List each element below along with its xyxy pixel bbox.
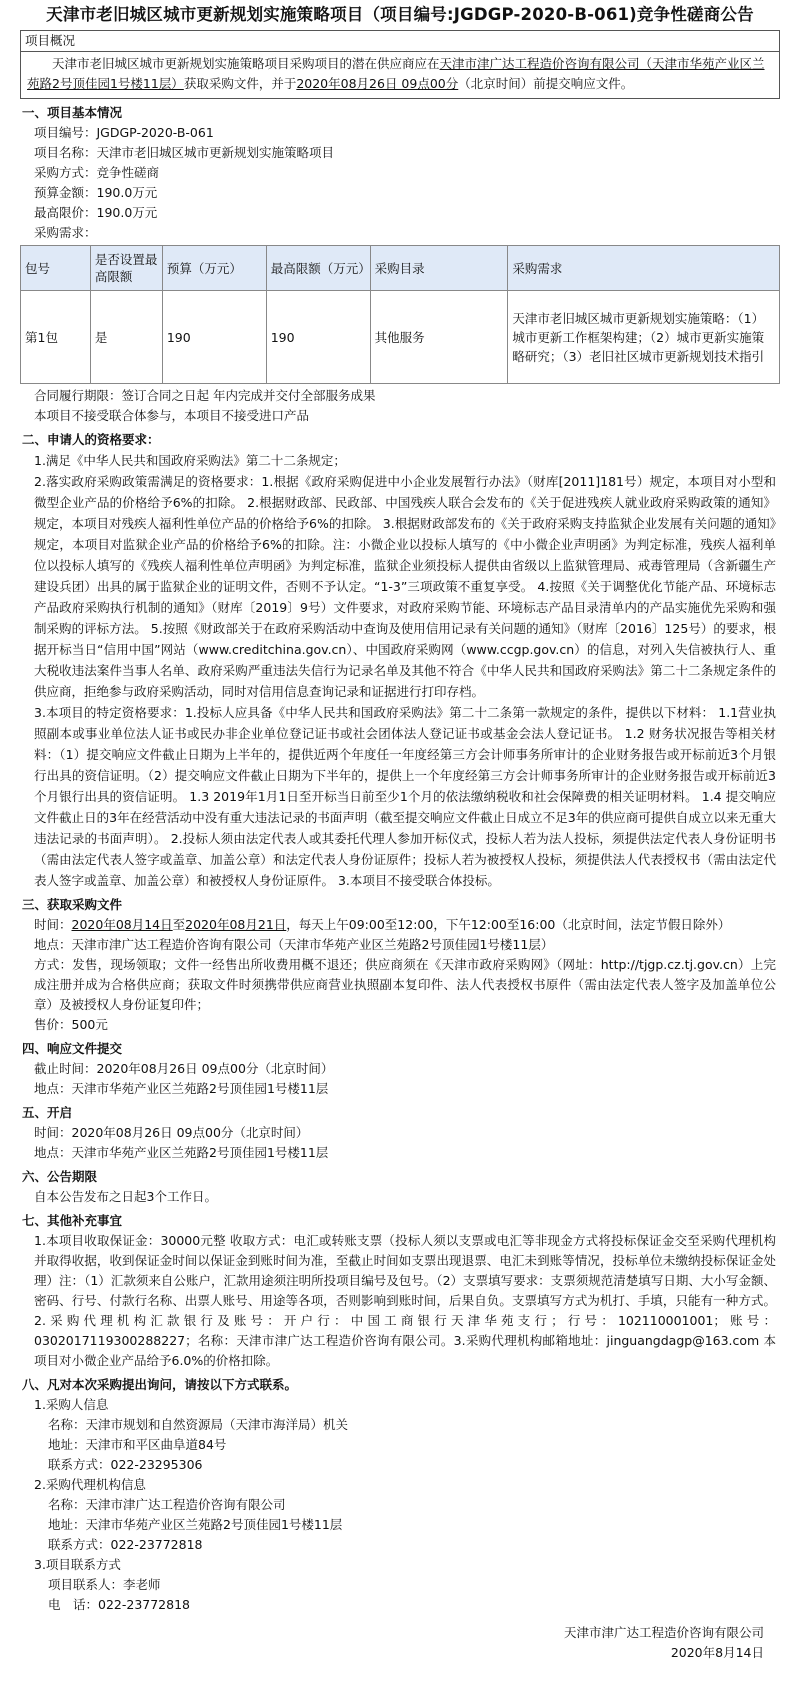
requirements-label: 采购需求： xyxy=(34,225,97,240)
agent-address: 地址：天津市华苑产业区兰苑路2号顶佳园1号楼11层 xyxy=(48,1517,343,1532)
end-date: 2020年08月21日 xyxy=(185,917,287,932)
acquisition-method: 方式：发售，现场领取；文件一经售出所收费用概不退还；供应商须在《天津市政府采购网》（网址：http://tjgp.cz.tj.gov.cn）上完成注册并成为合格供应商；获取文件时须携带供应商营业执照副本复印件、法人代表授权书原件（需由法定代表人签字及加盖单位公章）及被授权人身份证复印件； xyxy=(34,957,776,1012)
project-name-line: 项目名称：天津市老旧城区城市更新规划实施策略项目 xyxy=(34,145,335,160)
cell-has-limit: 是 xyxy=(90,291,162,384)
cell-package: 第1包 xyxy=(21,291,91,384)
cell-max-limit: 190 xyxy=(266,291,370,384)
contract-period-line: 合同履行期限：签订合同之日起 年内完成并交付全部服务成果 xyxy=(34,388,376,403)
opening-place: 地点：天津市华苑产业区兰苑路2号顶佳园1号楼11层 xyxy=(34,1145,329,1160)
section-heading: 一、项目基本情况 xyxy=(22,105,123,120)
consortium-note: 本项目不接受联合体参与，本项目不接受进口产品 xyxy=(34,408,310,423)
acquisition-place: 地点：天津市津广达工程造价咨询有限公司（天津市华苑产业区兰苑路2号顶佳园1号楼11层） xyxy=(34,937,554,952)
qualification-1: 1.满足《中华人民共和国政府采购法》第二十二条规定； xyxy=(34,453,346,468)
section-heading: 二、申请人的资格要求： xyxy=(22,432,160,447)
buyer-info-title: 1.采购人信息 xyxy=(34,1397,109,1412)
contact-info-title: 3.项目联系方式 xyxy=(34,1557,121,1572)
buyer-phone: 联系方式：022-23295306 xyxy=(48,1457,203,1472)
cell-requirement: 天津市老旧城区城市更新规划实施策略：（1）城市更新工作框架构建；（2）城市更新实施策略研究；（3）老旧社区城市更新规划技术指引 xyxy=(508,291,780,384)
table-row xyxy=(21,291,780,384)
section-heading: 五、开启 xyxy=(22,1105,73,1120)
col-header-max-limit: 最高限额（万元） xyxy=(266,246,370,291)
col-header-requirement: 采购需求 xyxy=(508,246,780,291)
section-heading: 四、响应文件提交 xyxy=(22,1041,123,1056)
contact-person: 项目联系人：李老师 xyxy=(48,1577,161,1592)
overview-text-part: 获取采购文件，并于 xyxy=(183,76,297,91)
signature-org: 天津市津广达工程造价咨询有限公司 xyxy=(563,1625,764,1640)
submission-deadline: 截止时间：2020年08月26日 09点00分（北京时间） xyxy=(34,1061,334,1076)
time-to: 至 xyxy=(172,917,186,932)
table-header-row xyxy=(21,246,780,291)
col-header-budget: 预算（万元） xyxy=(162,246,266,291)
agent-phone: 联系方式：022-23772818 xyxy=(48,1537,203,1552)
overview-text-part: 天津市老旧城区城市更新规划实施策略项目采购项目的潜在供应商应在 xyxy=(52,56,440,71)
agent-name: 名称：天津市津广达工程造价咨询有限公司 xyxy=(48,1497,286,1512)
start-date: 2020年08月14日 xyxy=(71,917,173,932)
page-title: 天津市老旧城区城市更新规划实施策略项目（项目编号:JGDGP-2020-B-061)竞争性磋商公告 xyxy=(46,5,754,24)
time-label: 时间： xyxy=(34,917,72,932)
budget-line: 预算金额：190.0万元 xyxy=(34,185,158,200)
supplementary-text: 1.本项目收取保证金：30000元整 收取方式：电汇或转账支票（投标人须以支票或电汇等非现金方式将投标保证金交至采购代理机构并取得收据，收到保证金时间以保证金到账时间为准，至截止时间如支票出现退票、电汇未到账等情况，投标单位未缴纳投标保证金处理）注：（1）汇款须来自公账户，汇款用途须注明所投项目编号及包号。（2）支票填写要求：支票须规范清楚填写日期、大小写金额、密码、行号、付款行名称、出票人账号、用途等各项，否则影响到账时间，后果自负。支票填写方式为机打、手填，只能有一种方式。 2.采购代理机构汇款银行及账号：开户行：中国工商银行天津华苑支行；行号：102110001001；账号：0302017119300288227；名称：天津市津广达工程造价咨询有限公司。3.采购代理机构邮箱地址：jinguangdagp@163.com 本项目对小微企业产品给予6.0%的价格扣除。 xyxy=(34,1233,776,1368)
contact-phone: 电 话：022-23772818 xyxy=(48,1597,190,1612)
submission-place: 地点：天津市华苑产业区兰苑路2号顶佳园1号楼11层 xyxy=(34,1081,329,1096)
overview-agent-address: 天津市津广达工程造价咨询有限公司（天津市华苑产业区兰苑路2号顶佳园1号楼11层） xyxy=(27,56,765,91)
cell-budget: 190 xyxy=(162,291,266,384)
col-header-has-limit: 是否设置最高限额 xyxy=(90,246,162,291)
col-header-catalog: 采购目录 xyxy=(370,246,508,291)
project-overview-box xyxy=(20,30,780,99)
section-heading: 三、获取采购文件 xyxy=(22,897,123,912)
section-heading: 八、凡对本次采购提出询问，请按以下方式联系。 xyxy=(22,1377,298,1392)
overview-deadline: 2020年08月26日 09点00分 xyxy=(296,76,459,91)
qualification-3: 3.本项目的特定资格要求：1.投标人应具备《中华人民共和国政府采购法》第二十二条第一款规定的条件，提供以下材料： 1.1营业执照副本或事业单位法人证书或民办非企业单位登记证书或社会团体法人登记证书或基金会法人登记证书。 1.2 财务状况报告等相关材料：（1）提交响应文件截止日期为上半年的，提供近两个年度任一年度经第三方会计师事务所审计的企业财务报告或开标前近3个月银行出具的资信证明。（2）提交响应文件截止日期为下半年的，提供上一个年度经第三方会计师事务所审计的企业财务报告或开标前近3个月银行出具的资信证明。 1.3 2019年1月1日至开标当日前至少1个月的依法缴纳税收和社会保障费的相关证明材料。 1.4 提交响应文件截止日的3年在经营活动中没有重大违法记录的书面声明（截至提交响应文件截止日成立不足3年的供应商可提供自成立以来无重大违法记录的书面声明）。 2.投标人须由法定代表人或其委托代理人参加开标仪式，投标人若为法人投标，须提供法定代表人身份证明书（需由法定代表人签字或盖章、加盖公章）和法定代表人身份证原件；投标人若为被授权人投标，须提供法人代表授权书（需由法定代表人签字或盖章、加盖公章）和被授权人身份证原件。 3.本项目不接受联合体投标。 xyxy=(34,705,776,888)
procurement-method-line: 采购方式：竞争性磋商 xyxy=(34,165,160,180)
requirements-table xyxy=(20,245,780,384)
buyer-address: 地址：天津市和平区曲阜道84号 xyxy=(48,1437,227,1452)
project-number-line: 项目编号：JGDGP-2020-B-061 xyxy=(34,125,214,140)
overview-label: 项目概况 xyxy=(21,31,779,52)
signature-date: 2020年8月14日 xyxy=(670,1645,764,1660)
agent-info-title: 2.采购代理机构信息 xyxy=(34,1477,146,1492)
overview-text xyxy=(21,52,779,98)
acquisition-time xyxy=(20,915,780,935)
overview-text-part: （北京时间）前提交响应文件。 xyxy=(458,76,634,91)
section-heading: 六、公告期限 xyxy=(22,1169,98,1184)
announcement-page xyxy=(20,0,780,1663)
opening-time: 时间：2020年08月26日 09点00分（北京时间） xyxy=(34,1125,309,1140)
signature-block xyxy=(20,1623,780,1663)
max-price-line: 最高限价：190.0万元 xyxy=(34,205,158,220)
notice-period: 自本公告发布之日起3个工作日。 xyxy=(34,1189,217,1204)
buyer-name: 名称：天津市规划和自然资源局（天津市海洋局）机关 xyxy=(48,1417,349,1432)
document-price: 售价：500元 xyxy=(34,1017,108,1032)
col-header-package: 包号 xyxy=(21,246,91,291)
time-detail: ，每天上午09:00至12:00，下午12:00至16:00（北京时间，法定节假日除外） xyxy=(286,917,731,932)
cell-catalog: 其他服务 xyxy=(370,291,508,384)
section-heading: 七、其他补充事宜 xyxy=(22,1213,123,1228)
qualification-2: 2.落实政府采购政策需满足的资格要求：1.根据《政府采购促进中小企业发展暂行办法》（财库[2011]181号）规定，本项目对小型和微型企业产品的价格给予6%的扣除。 2.根据财政部、民政部、中国残疾人联合会发布的《关于促进残疾人就业政府采购政策的通知》规定，本项目对残疾人福利性单位产品的价格给予6%的扣除。 3.根据财政部发布的《关于政府采购支持监狱企业发展有关问题的通知》规定，本项目对监狱企业产品的价格给予6%的扣除。注：小微企业以投标人填写的《中小微企业声明函》为判定标准，残疾人福利单位以投标人填写的《残疾人福利性单位声明函》为判定标准，监狱企业须投标人提供由省级以上监狱管理局、戒毒管理局（含新疆生产建设兵团）出具的属于监狱企业的证明文件，否则不予认定。“1-3”三项政策不重复享受。 4.按照《关于调整优化节能产品、环境标志产品政府采购执行机制的通知》（财库〔2019〕9号）文件要求，对政府采购节能、环境标志产品目录清单内的产品实施优先采购和强制采购的评标方法。 5.按照《财政部关于在政府采购活动中查询及使用信用记录有关问题的通知》（财库〔2016〕125号）的要求，根据开标当日“信用中国”网站（www.creditchina.gov.cn）、中国政府采购网（www.ccgp.gov.cn）的信息，对列入失信被执行人、重大税收违法案件当事人名单、政府采购严重违法失信行为记录名单及其他不符合《中华人民共和国政府采购法》第二十二条规定条件的供应商，拒绝参与政府采购活动，同时对信用信息查询记录和证据进行打印存档。 xyxy=(34,474,776,699)
